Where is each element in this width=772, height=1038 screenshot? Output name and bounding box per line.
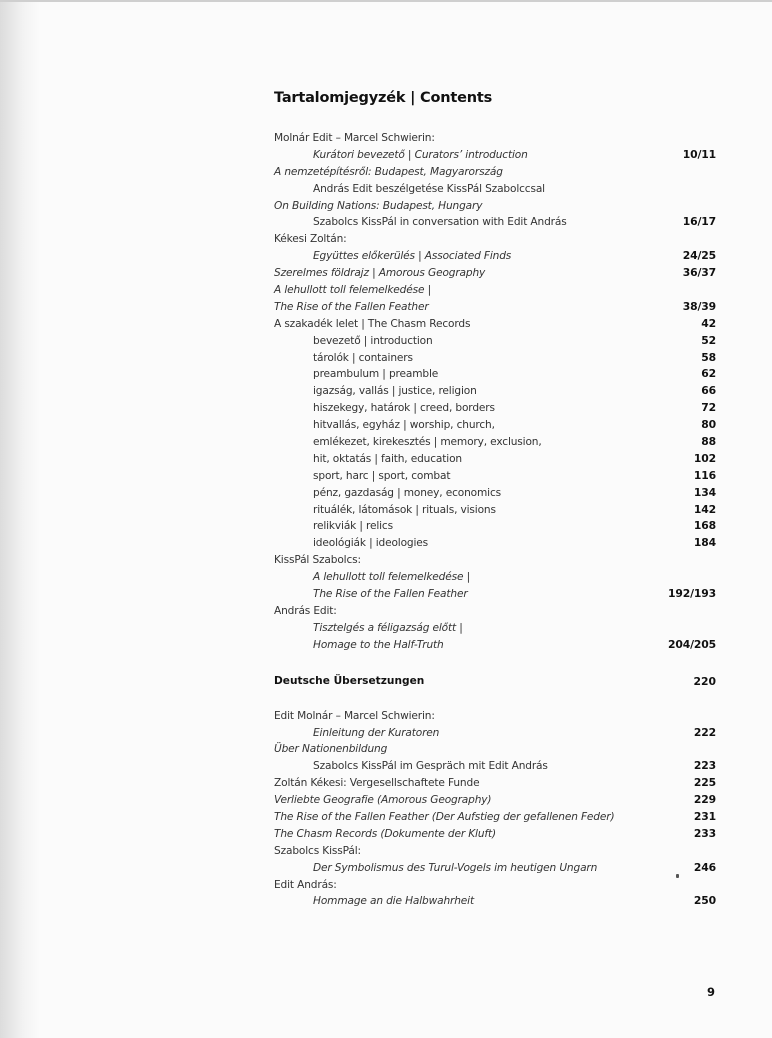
toc-entry-page: 250 [693,894,716,908]
toc-entry [274,620,716,637]
toc-entry-title: Tisztelgés a féligazság előtt | [313,621,463,634]
toc-entry [274,877,716,894]
toc-entry-title: The Rise of the Fallen Feather (Der Aufstieg der gefallenen Feder) [274,810,615,823]
toc-entry-page: 16/17 [682,215,716,229]
toc-entry-page: 246 [693,860,716,874]
toc-entry [274,741,716,758]
toc-entry [274,316,716,333]
toc-entry [274,181,716,198]
toc-entry [274,231,716,248]
toc-entry [274,265,716,282]
toc-entry [274,775,716,792]
toc-entry-title: Szabolcs KissPál: [274,844,361,857]
toc-entry-title: On Building Nations: Budapest, Hungary [274,199,483,212]
page-gutter-shadow [0,0,40,1038]
toc-entry-title: emlékezet, kirekesztés | memory, exclusion, [313,436,542,449]
toc-entry-title: tárolók | containers [313,351,413,364]
stray-mark [676,874,679,878]
toc-entry [274,843,716,860]
toc-entry [274,893,716,910]
toc-entry-page: 225 [693,776,716,790]
toc-entry-page: 192/193 [668,587,716,601]
toc-entry-title: Együttes előkerülés | Associated Finds [313,250,512,263]
contents-heading: Tartalomjegyzék | Contents [274,90,493,106]
toc-entry-page: 233 [693,826,716,840]
toc-entry [274,147,716,164]
toc-entry [274,792,716,809]
toc-entry-page: 24/25 [682,249,716,263]
toc-entry [274,758,716,775]
toc-entry-page: 204/205 [668,637,716,651]
toc-entry-title: pénz, gazdaság | money, economics [313,486,501,499]
section-title-text: Deutsche Übersetzungen [274,674,425,687]
toc-entry [274,809,716,826]
toc-entry-title: hit, oktatás | faith, education [313,452,462,465]
toc-entry-title: KissPál Szabolcs: [274,554,361,567]
toc-entry [274,400,716,417]
toc-entry-title: Molnár Edit – Marcel Schwierin: [274,132,435,144]
toc-entry-title: Edit András: [274,878,337,891]
table-of-contents [274,130,716,910]
toc-entry [274,248,716,265]
toc-entry [274,637,716,654]
toc-entry-title: Hommage an die Halbwahrheit [313,895,474,908]
toc-section-german [274,708,716,911]
toc-entry [274,502,716,519]
toc-entry-page: 222 [693,725,716,739]
toc-entry-title: Verliebte Geografie (Amorous Geography) [274,794,492,807]
toc-entry [274,282,716,299]
section-title-page: 220 [693,674,716,688]
toc-entry-page: 66 [701,384,716,398]
toc-entry [274,366,716,383]
toc-entry-title: András Edit: [274,604,337,617]
toc-entry-title: igazság, vallás | justice, religion [313,385,477,398]
toc-entry-page: 142 [693,502,716,516]
toc-entry-title: hiszekegy, határok | creed, borders [313,402,495,415]
toc-entry-title: Kékesi Zoltán: [274,233,347,246]
toc-entry [274,725,716,742]
toc-entry-page: 229 [693,793,716,807]
toc-entry-title: A nemzetépítésről: Budapest, Magyarország [274,165,503,178]
toc-entry-title: Kurátori bevezető | Curators’ introduction [313,148,528,161]
page-number: 9 [707,985,716,999]
toc-entry-page: 62 [701,367,716,381]
toc-entry-title: A lehullott toll felemelkedése | [274,284,431,297]
toc-entry-title: Homage to the Half-Truth [313,638,444,651]
toc-entry [274,164,716,181]
toc-entry-page: 168 [693,519,716,533]
toc-entry-title: hitvallás, egyház | worship, church, [313,419,495,432]
toc-entry [274,434,716,451]
toc-entry-title: bevezető | introduction [313,334,433,347]
toc-entry-page: 38/39 [682,299,716,313]
toc-entry [274,603,716,620]
toc-entry-title: rituálék, látomások | rituals, visions [313,503,496,516]
toc-entry [274,198,716,215]
toc-entry-title: Einleitung der Kuratoren [313,726,440,739]
toc-entry-page: 116 [693,468,716,482]
toc-entry-title: A szakadék lelet | The Chasm Records [274,317,471,330]
toc-entry-title: The Chasm Records (Dokumente der Kluft) [274,827,496,840]
toc-entry [274,130,716,147]
toc-entry-page: 231 [693,809,716,823]
toc-entry-title: Zoltán Kékesi: Vergesellschaftete Funde [274,777,480,790]
toc-entry-title: Szabolcs KissPál in conversation with Edit András [313,216,567,229]
toc-entry [274,333,716,350]
toc-entry [274,569,716,586]
toc-entry-page: 72 [701,401,716,415]
section-spacer [274,654,716,673]
toc-entry [274,468,716,485]
toc-section-hungarian-english [274,130,716,654]
toc-entry-title: Szerelmes földrajz | Amorous Geography [274,267,486,280]
toc-entry [274,485,716,502]
toc-entry [274,383,716,400]
toc-entry-page: 184 [693,536,716,550]
toc-entry-title: ideológiák | ideologies [313,537,429,550]
section-spacer [274,690,716,708]
page-top-edge [0,0,772,2]
toc-entry-title: Über Nationenbildung [274,743,388,756]
toc-entry-page: 58 [701,350,716,364]
toc-entry-title: Szabolcs KissPál im Gespräch mit Edit András [313,760,548,773]
toc-entry-page: 80 [701,418,716,432]
toc-entry-page: 223 [693,759,716,773]
section-title-german [274,673,716,690]
toc-entry [274,299,716,316]
toc-entry-title: Edit Molnár – Marcel Schwierin: [274,709,435,722]
toc-entry-title: Der Symbolismus des Turul-Vogels im heutigen Ungarn [313,861,598,874]
toc-entry-page: 88 [701,435,716,449]
toc-entry [274,451,716,468]
toc-entry [274,535,716,552]
toc-entry-page: 36/37 [682,266,716,280]
toc-entry-title: The Rise of the Fallen Feather [313,588,468,601]
toc-entry-title: relikviák | relics [313,520,393,533]
toc-entry-title: A lehullott toll felemelkedése | [313,571,470,584]
toc-entry [274,518,716,535]
toc-entry [274,826,716,843]
toc-entry [274,708,716,725]
toc-entry-title: sport, harc | sport, combat [313,469,451,482]
toc-entry-page: 42 [701,316,716,330]
toc-entry [274,586,716,603]
toc-entry-title: András Edit beszélgetése KissPál Szabolccsal [313,182,545,195]
toc-entry-page: 134 [693,485,716,499]
toc-entry [274,350,716,367]
toc-entry-page: 52 [701,333,716,347]
toc-entry-page: 102 [693,451,716,465]
toc-entry-page: 10/11 [682,147,716,161]
toc-entry [274,214,716,231]
toc-entry [274,417,716,434]
toc-entry-title: The Rise of the Fallen Feather [274,300,429,313]
toc-entry-title: preambulum | preamble [313,368,439,381]
toc-entry [274,552,716,569]
toc-entry [274,860,716,877]
